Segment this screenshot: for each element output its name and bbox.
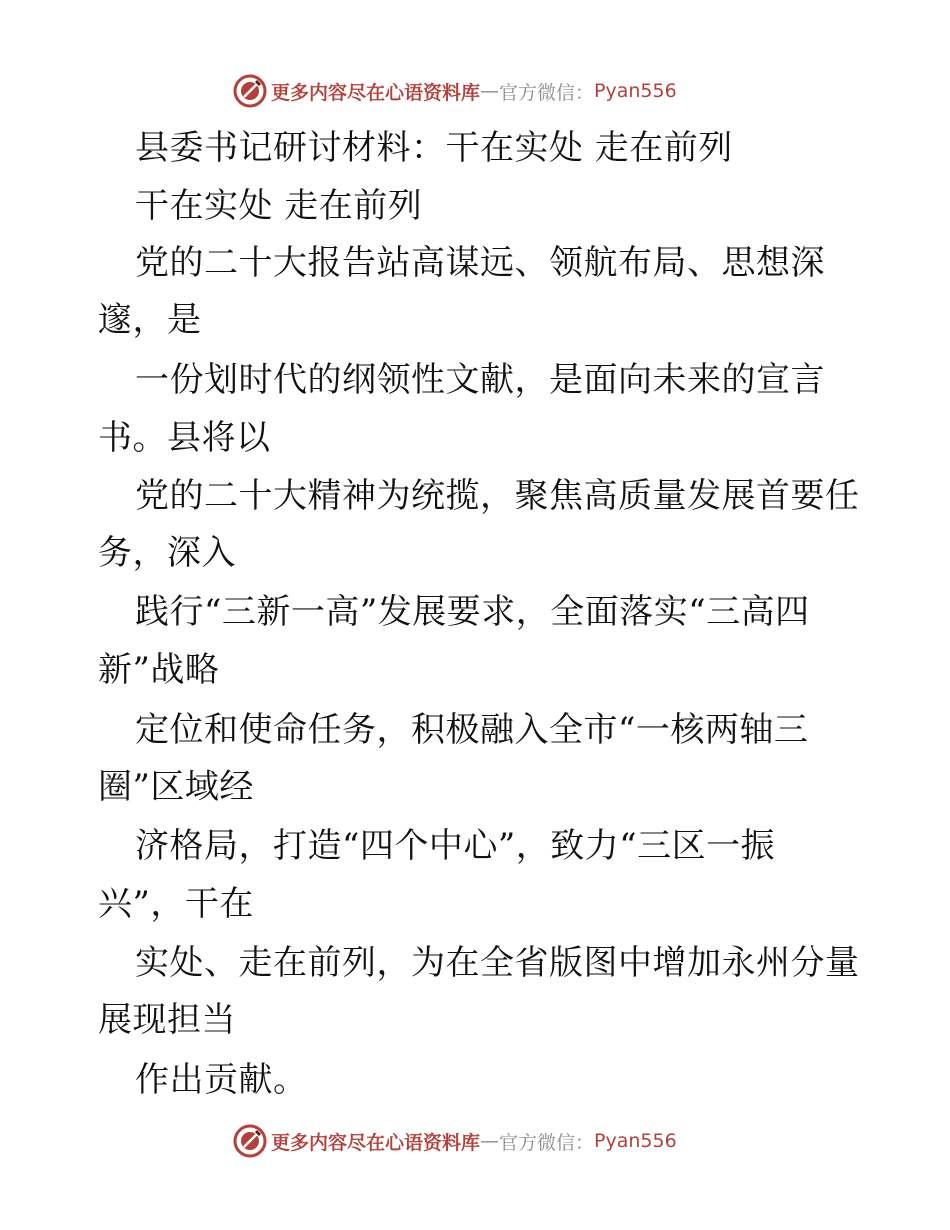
watermark-brand-text: 更多内容尽在心语资料库	[271, 81, 481, 104]
paragraph-line: 邃，是	[98, 300, 202, 340]
paragraph-line: 践行“三新一高”发展要求，全面落实“三高四	[135, 592, 810, 632]
paragraph-line: 济格局，打造“四个中心”，致力“三区一振	[135, 826, 776, 866]
watermark-dash: —	[480, 80, 500, 102]
paragraph-line: 展现担当	[98, 1000, 236, 1040]
header-watermark	[233, 73, 677, 109]
watermark-official-label: 官方微信：	[499, 1131, 595, 1154]
paragraph-line: 作出贡献。	[135, 1060, 308, 1100]
paragraph-line: 新”战略	[98, 650, 220, 690]
watermark-logo-icon	[233, 74, 267, 108]
paragraph-line: 实处、走在前列，为在全省版图中增加永州分量	[135, 943, 860, 983]
footer-watermark	[233, 1123, 677, 1159]
watermark-wechat-id: Pyan556	[594, 80, 677, 102]
paragraph-line: 党的二十大报告站高谋远、领航布局、思想深	[135, 243, 825, 283]
document-subtitle: 干在实处 走在前列	[135, 186, 423, 226]
document-title: 县委书记研讨材料：干在实处 走在前列	[135, 128, 733, 168]
watermark-logo-icon	[233, 1124, 267, 1158]
watermark-dash: —	[480, 1130, 500, 1152]
paragraph-line: 定位和使命任务，积极融入全市“一核两轴三	[135, 710, 809, 750]
paragraph-line: 务，深入	[98, 533, 236, 573]
watermark-wechat-id: Pyan556	[594, 1130, 677, 1152]
paragraph-line: 圈”区域经	[98, 767, 254, 807]
paragraph-line: 党的二十大精神为统揽，聚焦高质量发展首要任	[135, 476, 860, 516]
paragraph-line: 书。县将以	[98, 418, 271, 458]
paragraph-line: 一份划时代的纲领性文献，是面向未来的宣言	[135, 360, 825, 400]
paragraph-line: 兴”，干在	[98, 884, 254, 924]
watermark-brand-text: 更多内容尽在心语资料库	[271, 1131, 481, 1154]
watermark-official-label: 官方微信：	[499, 81, 595, 104]
